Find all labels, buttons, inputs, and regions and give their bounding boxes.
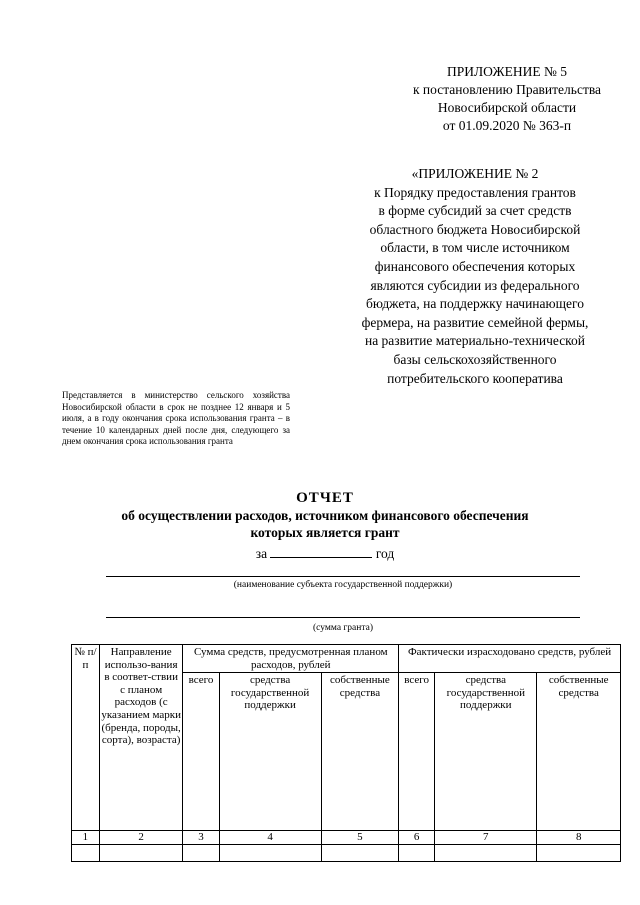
header-actual-own: собственные средства [537,673,621,831]
header-actual-group: Фактически израсходовано средств, рублей [399,645,621,673]
column-number: 8 [537,831,621,845]
appendix2-header [325,165,625,388]
header-actual-state: средства государственной поддержки [435,673,537,831]
header-direction: Направление использо-вания в соответ-ствии с планом расходов (с указанием марки (бренда, породы, сорта), возраста) [99,645,183,831]
report-subtitle-line1: об осуществлении расходов, источником финансового обеспечения [121,508,529,523]
table-row [72,844,621,861]
appendix2-line: к Порядку предоставления грантов [374,184,576,200]
table-cell[interactable] [219,844,321,861]
table-cell[interactable] [399,844,435,861]
submission-note: Представляется в министерство сельского хозяйства Новосибирской области в срок не позднее 12 января и 5 июля, а в году окончания срока использования гранта – в течение 10 календарных дней после дня, следующего за днем окончания срока использования гранта [62,390,290,447]
appendix-resolution: к постановлению Правительства [412,82,602,97]
expense-table [71,644,621,862]
appendix2-line: областного бюджета Новосибирской [369,221,581,237]
appendix-header [382,63,632,135]
column-number: 4 [219,831,321,845]
table-cell[interactable] [435,844,537,861]
appendix-date: от 01.09.2020 № 363-п [442,118,572,133]
period-year-blank[interactable] [270,545,372,558]
column-number: 5 [321,831,398,845]
appendix-region: Новосибирской области [437,100,577,115]
table-cell[interactable] [537,844,621,861]
report-subtitle-line2: которых является грант [250,525,400,540]
subject-caption: (наименование субъекта государственной поддержки) [233,580,453,590]
table-cell[interactable] [183,844,219,861]
column-number: 3 [183,831,219,845]
appendix2-line: области, в том числе источником [380,240,570,256]
column-number: 2 [99,831,183,845]
appendix2-line: потребительского кооператива [387,370,563,386]
amount-caption: (сумма гранта) [312,623,374,633]
report-period [60,545,590,562]
appendix-number: ПРИЛОЖЕНИЕ № 5 [446,64,568,79]
appendix2-line: финансового обеспечения которых [374,258,576,274]
appendix2-line: в форме субсидий за счет средств [378,203,572,219]
subject-blank-line[interactable] [106,576,580,577]
header-number: № п/п [72,645,100,831]
appendix2-line: являются субсидии из федерального [370,277,580,293]
period-suffix: год [375,546,395,561]
header-planned-group: Сумма средств, предусмотренная планом расходов, рублей [183,645,399,673]
table-cell[interactable] [321,844,398,861]
appendix2-line: базы сельскохозяйственного [393,351,557,367]
report-heading: ОТЧЕТ [296,490,354,506]
period-prefix: за [255,546,268,561]
column-number: 6 [399,831,435,845]
header-planned-own: собственные средства [321,673,398,831]
column-number: 7 [435,831,537,845]
header-actual-total: всего [399,673,435,831]
appendix2-line: «ПРИЛОЖЕНИЕ № 2 [411,166,539,181]
amount-blank-line[interactable] [106,617,580,618]
header-planned-total: всего [183,673,219,831]
report-title [60,489,590,541]
column-number: 1 [72,831,100,845]
table-cell[interactable] [72,844,100,861]
appendix2-line: фермера, на развитие семейной фермы, [361,314,589,330]
appendix2-line: бюджета, на поддержку начинающего [366,296,584,312]
column-number-row [72,831,621,845]
appendix2-line: на развитие материально-технической [364,333,586,349]
table-cell[interactable] [99,844,183,861]
header-planned-state: средства государственной поддержки [219,673,321,831]
